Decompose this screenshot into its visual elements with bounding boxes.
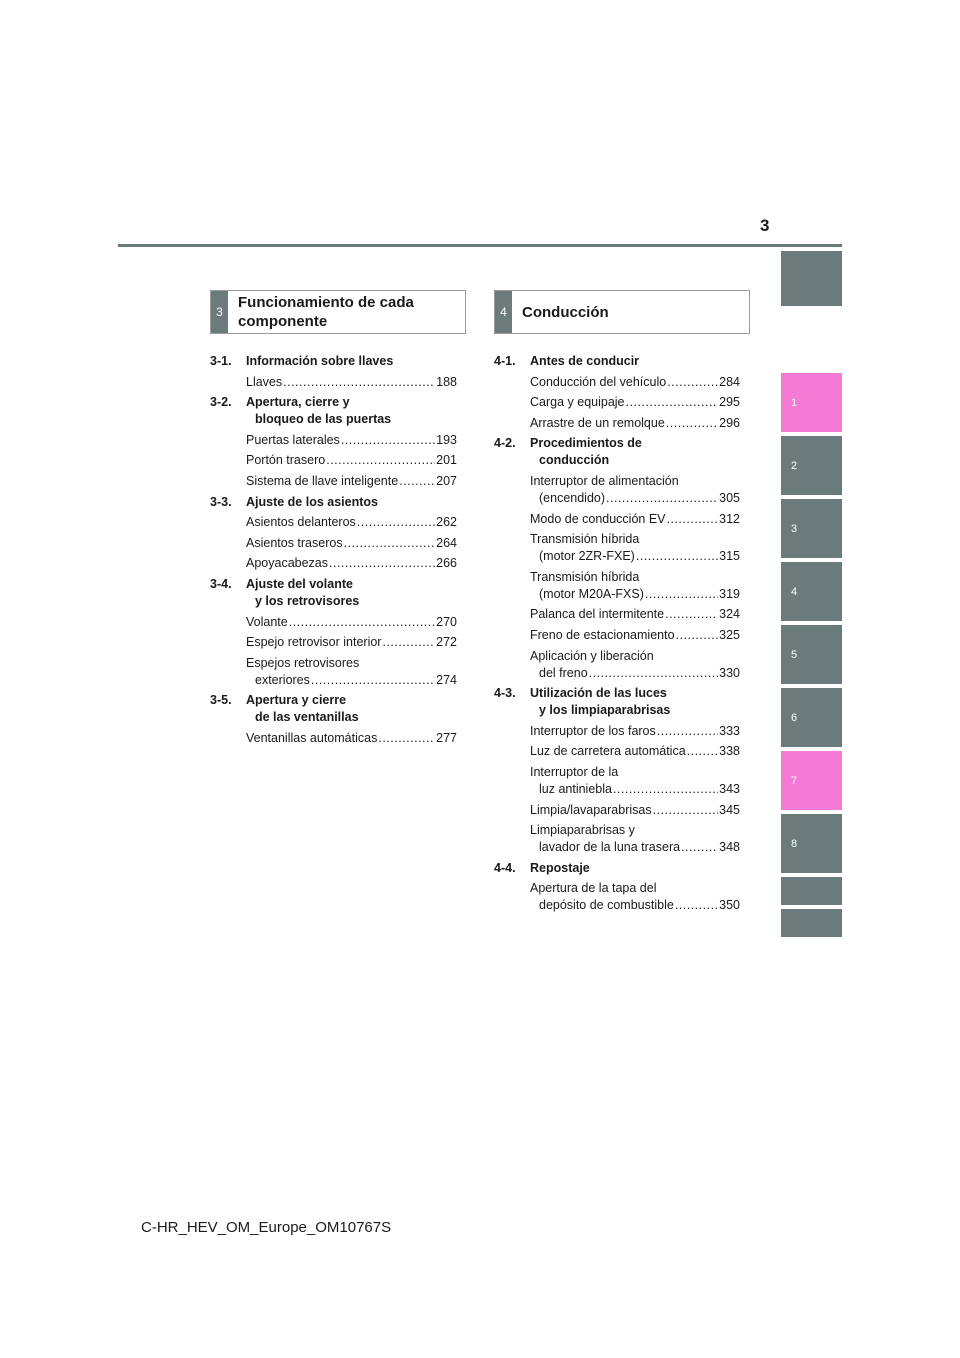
subsection-title: y los retrovisores: [255, 593, 360, 608]
toc-entry-line: [246, 374, 457, 391]
toc-entry-text: Interruptor de los faros: [530, 723, 656, 738]
toc-entry-line: [530, 839, 740, 856]
toc-entry-text: Aplicación y liberación: [530, 648, 654, 663]
dot-leader: [666, 415, 718, 432]
toc-entry[interactable]: [494, 723, 740, 740]
page-number: 3: [760, 216, 770, 235]
toc-subsection-heading: [210, 692, 457, 726]
subsection-title: bloqueo de las puertas: [255, 412, 392, 427]
toc-entry-text: Ventanillas automáticas: [246, 730, 378, 745]
page-ref: 207: [436, 473, 457, 488]
page-ref: 330: [719, 665, 740, 680]
dot-leader: [326, 452, 435, 469]
chapter-tab-3[interactable]: [781, 499, 842, 558]
toc-entry-text: Modo de conducción EV: [530, 511, 666, 526]
toc-entry-text: Interruptor de alimentación: [530, 473, 679, 488]
toc-entry-text: (encendido): [539, 490, 606, 505]
page-ref: 343: [719, 781, 740, 796]
toc-entry-text: Transmisión híbrida: [530, 569, 640, 584]
toc-entry[interactable]: [210, 432, 457, 449]
toc-subsection-heading: [494, 685, 740, 719]
toc-entry-line: [530, 897, 740, 914]
subsection-title: y los limpiaparabrisas: [539, 703, 671, 718]
toc-entry-line: [530, 394, 740, 411]
dot-leader: [329, 555, 435, 572]
chapter-tab-5[interactable]: [781, 625, 842, 684]
toc-entry-text: Palanca del intermitente: [530, 607, 665, 622]
toc-entry-text: Limpiaparabrisas y: [530, 823, 635, 838]
toc-entry[interactable]: [494, 802, 740, 819]
chapter-tab-7[interactable]: [781, 751, 842, 810]
subsection-title: Repostaje: [530, 860, 590, 875]
toc-entry-text: Limpia/lavaparabrisas: [530, 802, 652, 817]
toc-entry-text: exteriores: [255, 672, 310, 687]
dot-leader: [665, 606, 718, 623]
dot-leader: [344, 535, 436, 552]
toc-entry-text: Apertura de la tapa del: [530, 881, 657, 896]
toc-entry[interactable]: [494, 374, 740, 391]
dot-leader: [681, 839, 718, 856]
chapter-tab-label: 4: [791, 586, 798, 598]
toc-entry-text: Espejo retrovisor interior: [246, 635, 382, 650]
chapter-tab-1[interactable]: [781, 373, 842, 432]
toc-entry[interactable]: [210, 452, 457, 469]
toc-entry-text: Freno de estacionamiento: [530, 627, 675, 642]
toc-subsection-heading: [210, 353, 457, 370]
toc-entry-line: [530, 548, 740, 565]
subsection-code: 4-3.: [494, 686, 516, 701]
dot-leader: [645, 586, 718, 603]
page-ref: 296: [719, 415, 740, 430]
toc-column-section-4: [494, 353, 740, 918]
page-ref: 325: [719, 627, 740, 642]
chapter-tab-label: 1: [791, 397, 798, 409]
toc-entry-line: [530, 743, 740, 760]
page-ref: 277: [436, 730, 457, 745]
chapter-tab-6[interactable]: [781, 688, 842, 747]
chapter-tab-label: 2: [791, 460, 798, 472]
page-ref: 305: [719, 490, 740, 505]
toc-entry-line: [530, 415, 740, 432]
toc-entry-line: [246, 672, 457, 689]
footer-document-code: C-HR_HEV_OM_Europe_OM10767S: [141, 1219, 392, 1236]
subsection-title: Información sobre llaves: [246, 354, 394, 368]
toc-entry[interactable]: [494, 511, 740, 528]
toc-entry[interactable]: [210, 374, 457, 391]
subsection-code: 3-1.: [210, 354, 232, 368]
section-title: Funcionamiento de cada componente: [238, 294, 414, 330]
toc-entry-text: Luz de carretera automática: [530, 744, 686, 759]
toc-entry[interactable]: [494, 473, 740, 507]
toc-entry-line: [530, 511, 740, 528]
toc-subsection-heading: [210, 576, 457, 610]
subsection-title: de las ventanillas: [255, 710, 359, 725]
subsection-title: Apertura y cierre: [246, 693, 347, 708]
chapter-tab-label: 8: [791, 838, 798, 850]
page-ref: 319: [719, 586, 740, 601]
dot-leader: [311, 672, 435, 689]
toc-entry-text: Asientos traseros: [246, 535, 343, 550]
toc-entry-text: Espejos retrovisores: [246, 655, 360, 670]
subsection-code: 4-4.: [494, 860, 516, 875]
subsection-title: Ajuste de los asientos: [246, 494, 378, 509]
toc-entry-text: Transmisión híbrida: [530, 532, 640, 547]
toc-entry-text: Llaves: [246, 374, 283, 389]
subsection-title: Procedimientos de: [530, 436, 642, 451]
toc-entry-line: [246, 730, 457, 747]
chapter-tab-label: 6: [791, 712, 798, 724]
toc-entry-text: Conducción del vehículo: [530, 374, 667, 389]
toc-entry-text: Carga y equipaje: [530, 395, 625, 410]
chapter-tab-blank[interactable]: [781, 909, 842, 937]
toc-entry-text: Interruptor de la: [530, 764, 619, 779]
section-number: 3: [211, 291, 228, 333]
toc-entry[interactable]: [494, 569, 740, 603]
dot-leader: [357, 514, 435, 531]
toc-entry-line: [530, 374, 740, 391]
subsection-code: 3-2.: [210, 395, 232, 410]
toc-entry[interactable]: [494, 606, 740, 623]
chapter-tab-label: 7: [791, 775, 798, 787]
toc-entry-line: [530, 723, 740, 740]
toc-entry-text: Portón trasero: [246, 453, 326, 468]
dot-leader: [667, 511, 719, 528]
toc-entry-text: (motor M20A-FXS): [539, 586, 644, 601]
toc-entry[interactable]: [494, 648, 740, 682]
toc-subsection-heading: [210, 494, 457, 511]
toc-entry[interactable]: [494, 531, 740, 565]
toc-entry-line: [530, 490, 740, 507]
toc-column-section-3: [210, 353, 457, 751]
page-ref: 274: [436, 672, 457, 687]
subsection-code: 3-5.: [210, 693, 232, 708]
page-ref: 270: [436, 614, 457, 629]
toc-entry-line: [530, 606, 740, 623]
page-ref: 272: [436, 635, 457, 650]
toc-entry-text: Apoyacabezas: [246, 556, 329, 571]
subsection-title: conducción: [539, 453, 610, 468]
toc-entry-text: Asientos delanteros: [246, 515, 356, 530]
toc-entry-line: [246, 514, 457, 531]
toc-entry[interactable]: [494, 743, 740, 760]
toc-entry-text: Puertas laterales: [246, 432, 340, 447]
page-ref: 262: [436, 515, 457, 530]
dot-leader: [667, 374, 718, 391]
toc-entry[interactable]: [210, 730, 457, 747]
page-ref: 188: [436, 374, 457, 389]
page-ref: 284: [719, 374, 740, 389]
page-ref: 315: [719, 549, 740, 564]
page-ref: 338: [719, 744, 740, 759]
dot-leader: [589, 665, 718, 682]
toc-entry-text: (motor 2ZR-FXE): [539, 549, 635, 564]
page-ref: 266: [436, 556, 457, 571]
chapter-tab-2[interactable]: [781, 436, 842, 495]
toc-entry[interactable]: [210, 634, 457, 651]
toc-entry-line: [530, 781, 740, 798]
toc-entry-text: Volante: [246, 614, 288, 629]
subsection-title: Apertura, cierre y: [246, 395, 350, 410]
dot-leader: [657, 723, 718, 740]
dot-leader: [676, 627, 719, 644]
page-ref: 312: [719, 511, 740, 526]
subsection-code: 4-2.: [494, 436, 516, 451]
toc-entry-line: [530, 586, 740, 603]
dot-leader: [626, 394, 719, 411]
subsection-title: Utilización de las luces: [530, 686, 667, 701]
dot-leader: [378, 730, 435, 747]
toc-entry-line: [246, 535, 457, 552]
header-rule: [118, 244, 842, 247]
toc-entry[interactable]: [210, 473, 457, 490]
subsection-code: 4-1.: [494, 354, 516, 368]
toc-entry-text: lavador de la luna trasera: [539, 840, 681, 855]
toc-entry[interactable]: [494, 880, 740, 914]
toc-entry[interactable]: [494, 764, 740, 798]
page-ref: 193: [436, 432, 457, 447]
toc-subsection-heading: [494, 860, 740, 877]
toc-entry[interactable]: [210, 614, 457, 631]
chapter-tab-blank[interactable]: [781, 251, 842, 306]
dot-leader: [636, 548, 718, 565]
toc-entry-text: depósito de combustible: [539, 898, 674, 913]
dot-leader: [606, 490, 718, 507]
toc-entry[interactable]: [494, 394, 740, 411]
dot-leader: [341, 432, 435, 449]
page-ref: 333: [719, 723, 740, 738]
toc-entry[interactable]: [210, 535, 457, 552]
page-ref: 201: [436, 453, 457, 468]
section-title: Conducción: [522, 303, 609, 321]
dot-leader: [675, 897, 718, 914]
toc-entry-line: [246, 432, 457, 449]
toc-entry[interactable]: [494, 627, 740, 644]
toc-entry[interactable]: [210, 555, 457, 572]
toc-entry-line: [246, 555, 457, 572]
page-ref: 295: [719, 395, 740, 410]
toc-entry-line: [530, 665, 740, 682]
chapter-tab-4[interactable]: [781, 562, 842, 621]
toc-entry-line: [246, 614, 457, 631]
section-3-header: [210, 290, 466, 334]
dot-leader: [382, 634, 435, 651]
toc-entry-line: [246, 473, 457, 490]
page-ref: 345: [719, 802, 740, 817]
page-ref: 350: [719, 898, 740, 913]
toc-subsection-heading: [210, 394, 457, 428]
subsection-title: Antes de conducir: [530, 354, 640, 368]
dot-leader: [653, 802, 719, 819]
toc-entry-line: [530, 627, 740, 644]
toc-entry-text: Arrastre de un remolque: [530, 415, 665, 430]
toc-entry[interactable]: [210, 514, 457, 531]
section-4-header: [494, 290, 750, 334]
subsection-code: 3-4.: [210, 576, 232, 591]
toc-entry[interactable]: [494, 415, 740, 432]
page-ref: 348: [719, 840, 740, 855]
toc-entry[interactable]: [210, 655, 457, 689]
toc-entry-line: [246, 634, 457, 651]
dot-leader: [283, 374, 435, 391]
dot-leader: [613, 781, 718, 798]
toc-entry-text: Sistema de llave inteligente: [246, 473, 399, 488]
toc-subsection-heading: [494, 435, 740, 469]
dot-leader: [289, 614, 435, 631]
toc-entry-line: [530, 802, 740, 819]
chapter-tab-label: 3: [791, 523, 798, 535]
subsection-title: Ajuste del volante: [246, 576, 353, 591]
section-number: 4: [495, 291, 512, 333]
dot-leader: [399, 473, 435, 490]
page-ref: 324: [719, 607, 740, 622]
chapter-tab-8[interactable]: [781, 814, 842, 873]
dot-leader: [687, 743, 719, 760]
toc-entry[interactable]: [494, 822, 740, 856]
chapter-tab-label: 5: [791, 649, 798, 661]
chapter-tab-blank[interactable]: [781, 877, 842, 905]
toc-entry-line: [246, 452, 457, 469]
page-ref: 264: [436, 535, 457, 550]
toc-entry-text: del freno: [539, 665, 588, 680]
toc-entry-text: luz antiniebla: [539, 781, 612, 796]
toc-subsection-heading: [494, 353, 740, 370]
subsection-code: 3-3.: [210, 494, 232, 509]
